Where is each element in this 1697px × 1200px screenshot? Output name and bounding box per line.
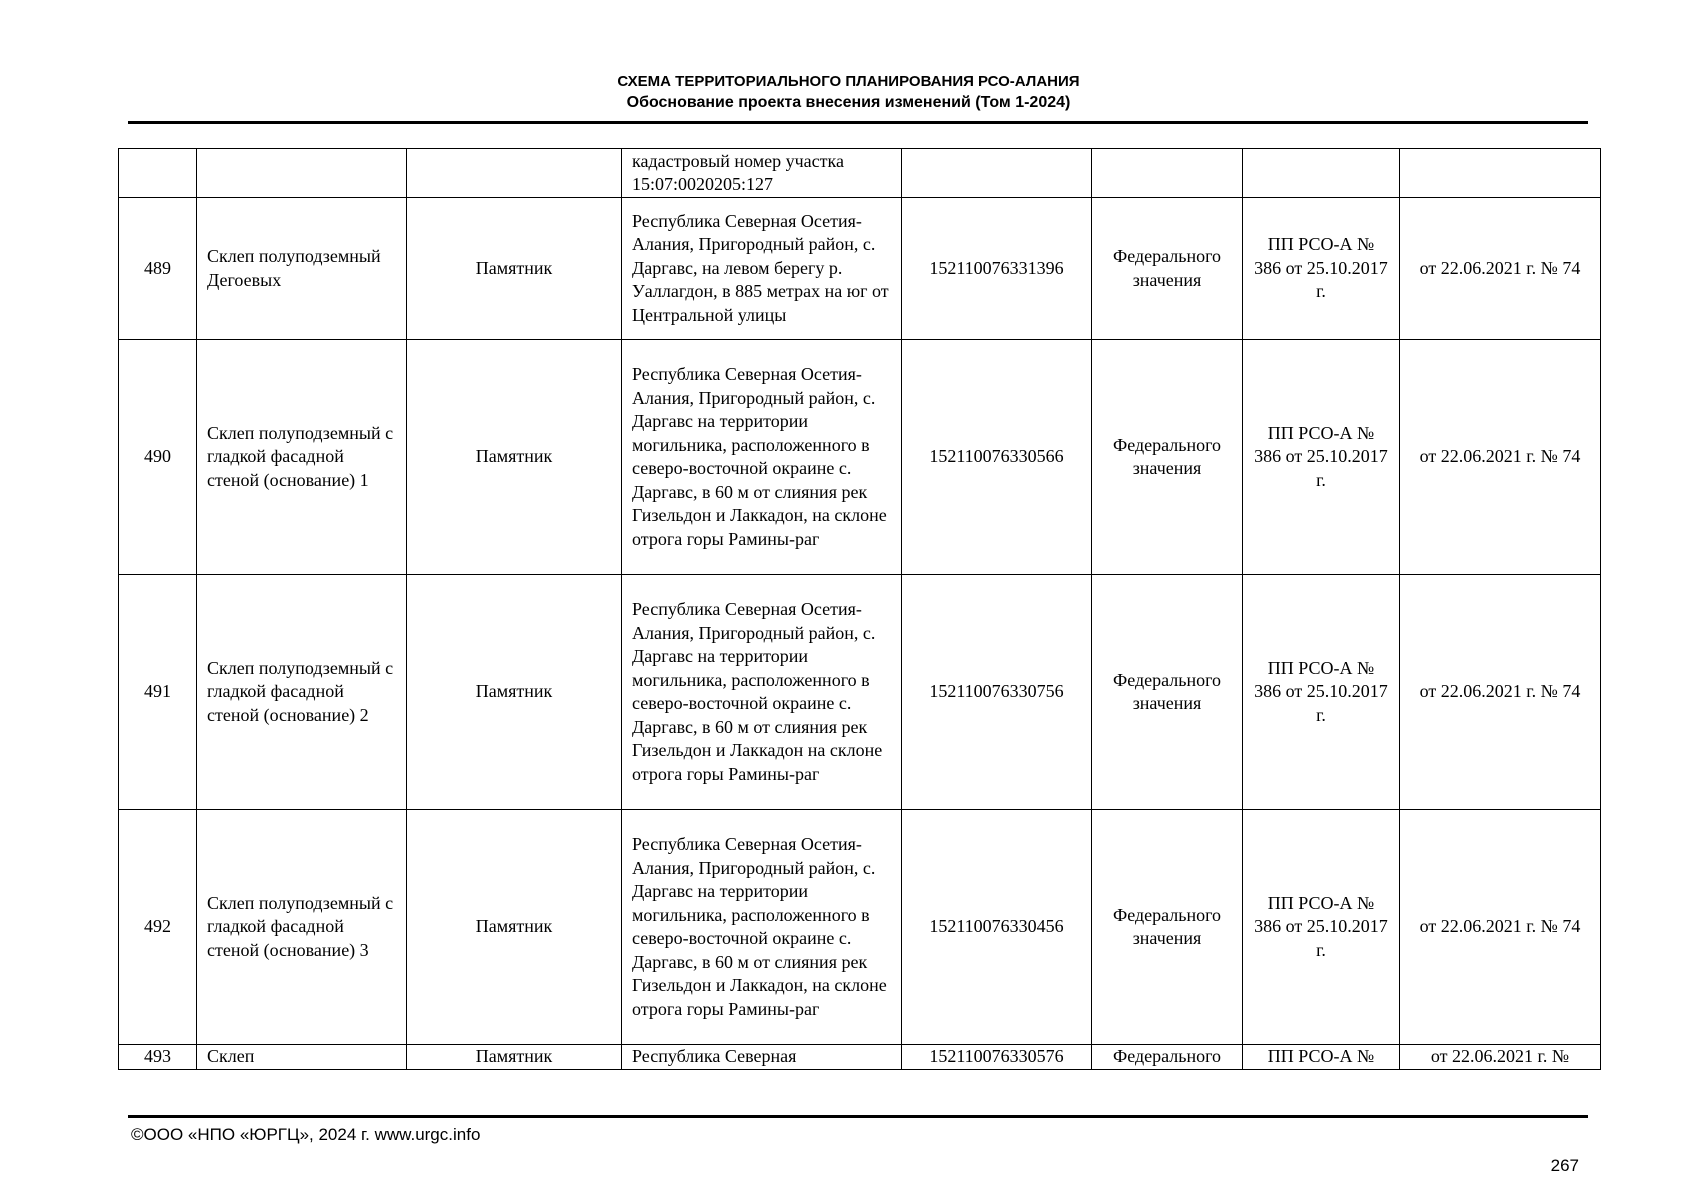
page-header bbox=[0, 72, 1697, 114]
table-row bbox=[119, 810, 1601, 1045]
cell-type: Памятник bbox=[407, 575, 622, 810]
cell-name: Склеп полуподземный Дегоевых bbox=[197, 198, 407, 340]
cell-reg-number: 152110076330756 bbox=[902, 575, 1092, 810]
cell-type bbox=[407, 149, 622, 198]
cell-decree: ПП РСО-А № 386 от 25.10.2017 г. bbox=[1243, 198, 1400, 340]
cell-name: Склеп bbox=[197, 1045, 407, 1070]
cell-type: Памятник bbox=[407, 198, 622, 340]
footer-copyright: ©ООО «НПО «ЮРГЦ», 2024 г. www.urgc.info bbox=[131, 1125, 481, 1144]
cell-address: кадастровый номер участка 15:07:0020205:127 bbox=[622, 149, 902, 198]
cell-order: от 22.06.2021 г. № 74 bbox=[1400, 340, 1601, 575]
cell-order: от 22.06.2021 г. № bbox=[1400, 1045, 1601, 1070]
cell-category: Федерального значения bbox=[1092, 340, 1243, 575]
cell-reg-number bbox=[902, 149, 1092, 198]
cell-reg-number: 152110076330576 bbox=[902, 1045, 1092, 1070]
cell-num: 490 bbox=[119, 340, 197, 575]
cell-name: Склеп полуподземный с гладкой фасадной стеной (основание) 1 bbox=[197, 340, 407, 575]
cell-address: Республика Северная Осетия-Алания, Пригородный район, с. Даргавс на территории могильника, расположенного в северо-восточной окраине с. Даргавс, в 60 м от слияния рек Гизельдон и Лаккадон, на склоне отрога горы Рамины-раг bbox=[622, 810, 902, 1045]
cell-decree: ПП РСО-А № bbox=[1243, 1045, 1400, 1070]
table-row bbox=[119, 198, 1601, 340]
cell-order bbox=[1400, 149, 1601, 198]
cell-address: Республика Северная Осетия-Алания, Пригородный район, с. Даргавс на территории могильника, расположенного в северо-восточной окраине с. Даргавс, в 60 м от слияния рек Гизельдон и Лаккадон, на склоне отрога горы Рамины-раг bbox=[622, 340, 902, 575]
cell-reg-number: 152110076331396 bbox=[902, 198, 1092, 340]
cell-type: Памятник bbox=[407, 1045, 622, 1070]
cell-category: Федерального bbox=[1092, 1045, 1243, 1070]
table-row bbox=[119, 575, 1601, 810]
footer-rule bbox=[128, 1115, 1588, 1118]
cell-category bbox=[1092, 149, 1243, 198]
cell-address: Республика Северная bbox=[622, 1045, 902, 1070]
cell-order: от 22.06.2021 г. № 74 bbox=[1400, 810, 1601, 1045]
cell-reg-number: 152110076330456 bbox=[902, 810, 1092, 1045]
table-row bbox=[119, 149, 1601, 198]
cell-category: Федерального значения bbox=[1092, 575, 1243, 810]
cell-category: Федерального значения bbox=[1092, 198, 1243, 340]
cell-type: Памятник bbox=[407, 810, 622, 1045]
header-rule bbox=[128, 121, 1588, 124]
table-row bbox=[119, 340, 1601, 575]
cell-num: 489 bbox=[119, 198, 197, 340]
cell-decree: ПП РСО-А № 386 от 25.10.2017 г. bbox=[1243, 340, 1400, 575]
cell-type: Памятник bbox=[407, 340, 622, 575]
cell-category: Федерального значения bbox=[1092, 810, 1243, 1045]
document-title: СХЕМА ТЕРРИТОРИАЛЬНОГО ПЛАНИРОВАНИЯ РСО-АЛАНИЯ bbox=[617, 73, 1080, 90]
cell-reg-number: 152110076330566 bbox=[902, 340, 1092, 575]
cell-num: 491 bbox=[119, 575, 197, 810]
page-number: 267 bbox=[1550, 1156, 1579, 1175]
cell-order: от 22.06.2021 г. № 74 bbox=[1400, 198, 1601, 340]
cell-name: Склеп полуподземный с гладкой фасадной стеной (основание) 2 bbox=[197, 575, 407, 810]
cell-decree bbox=[1243, 149, 1400, 198]
cell-num: 493 bbox=[119, 1045, 197, 1070]
cell-num: 492 bbox=[119, 810, 197, 1045]
cell-address: Республика Северная Осетия-Алания, Пригородный район, с. Даргавс, на левом берегу р. Уаллагдон, в 885 метрах на юг от Центральной улицы bbox=[622, 198, 902, 340]
cell-name: Склеп полуподземный с гладкой фасадной стеной (основание) 3 bbox=[197, 810, 407, 1045]
cell-name bbox=[197, 149, 407, 198]
heritage-objects-table bbox=[118, 148, 1601, 1070]
cell-num bbox=[119, 149, 197, 198]
table-row bbox=[119, 1045, 1601, 1070]
cell-order: от 22.06.2021 г. № 74 bbox=[1400, 575, 1601, 810]
cell-decree: ПП РСО-А № 386 от 25.10.2017 г. bbox=[1243, 810, 1400, 1045]
document-subtitle: Обоснование проекта внесения изменений (Том 1-2024) bbox=[626, 94, 1071, 111]
cell-address: Республика Северная Осетия-Алания, Пригородный район, с. Даргавс на территории могильника, расположенного в северо-восточной окраине с. Даргавс, в 60 м от слияния рек Гизельдон и Лаккадон на склоне отрога горы Рамины-раг bbox=[622, 575, 902, 810]
cell-decree: ПП РСО-А № 386 от 25.10.2017 г. bbox=[1243, 575, 1400, 810]
